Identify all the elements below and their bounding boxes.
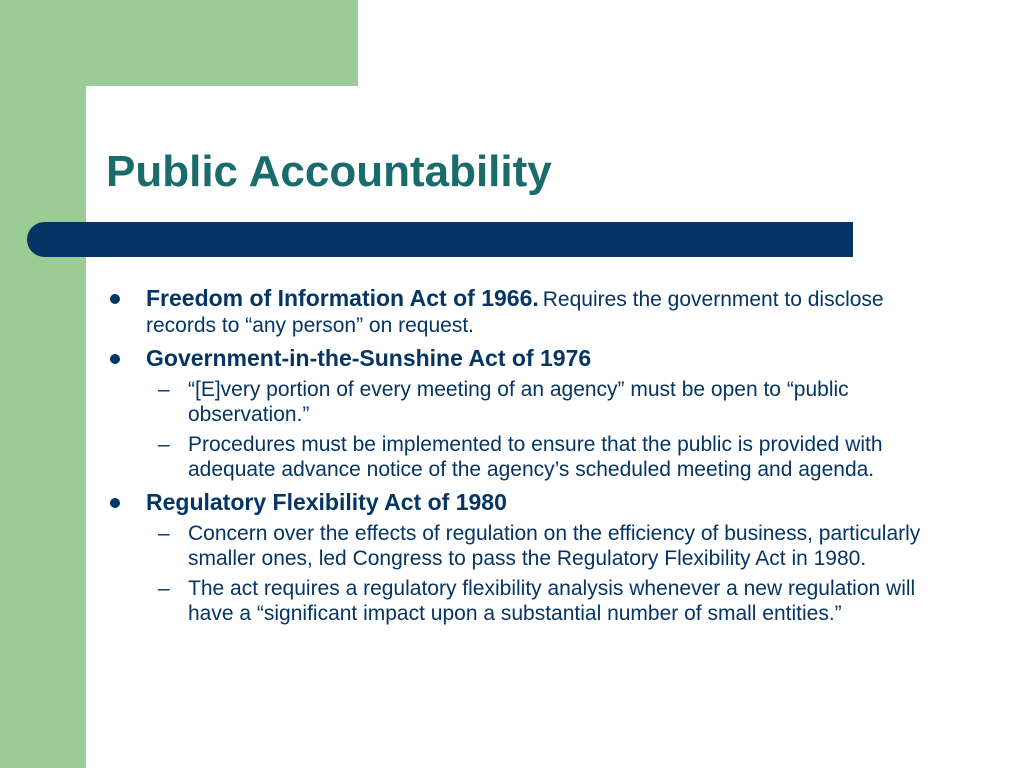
sub-bullet-text: Concern over the effects of regulation on the efficiency of business, particularly smaller ones, led Congress to pass the Regulatory Flexibility Act in 1980.	[188, 522, 921, 570]
dash-icon: –	[158, 522, 170, 545]
bullet-item-sunshine-act	[110, 346, 950, 482]
sub-bullet-item	[146, 377, 950, 427]
sub-bullet-list	[146, 377, 950, 482]
title-underline-bar	[27, 222, 853, 257]
bullet-heading: Regulatory Flexibility Act of 1980	[146, 489, 507, 515]
sub-bullet-text: The act requires a regulatory flexibility analysis whenever a new regulation will have a “significant impact upon a substantial number of small entities.”	[188, 577, 916, 625]
bullet-item-regflex-act	[110, 490, 950, 626]
sub-bullet-item	[146, 432, 950, 482]
sub-bullet-text: Procedures must be implemented to ensure that the public is provided with adequate advance notice of the agency’s scheduled meeting and agenda.	[188, 433, 883, 481]
sub-bullet-item	[146, 576, 950, 626]
bullet-bold-text: Freedom of Information Act of 1966.	[146, 285, 539, 311]
bullet-description: Requires the government to disclose records to “any person” on request.	[146, 288, 884, 337]
dash-icon: –	[158, 378, 170, 401]
green-header-block	[0, 0, 358, 86]
dash-icon: –	[158, 577, 170, 600]
sub-bullet-text: “[E]very portion of every meeting of an agency” must be open to “public observation.”	[188, 378, 849, 426]
green-sidebar	[0, 0, 86, 768]
dash-icon: –	[158, 433, 170, 456]
bullet-item-foia	[110, 286, 950, 338]
sub-bullet-list	[146, 521, 950, 626]
bullet-dot-icon	[110, 354, 120, 364]
sub-bullet-item	[146, 521, 950, 571]
slide-content	[110, 286, 950, 626]
bullet-heading: Government-in-the-Sunshine Act of 1976	[146, 345, 592, 371]
slide-title: Public Accountability	[106, 147, 552, 196]
bullet-dot-icon	[110, 294, 120, 304]
bullet-dot-icon	[110, 498, 120, 508]
